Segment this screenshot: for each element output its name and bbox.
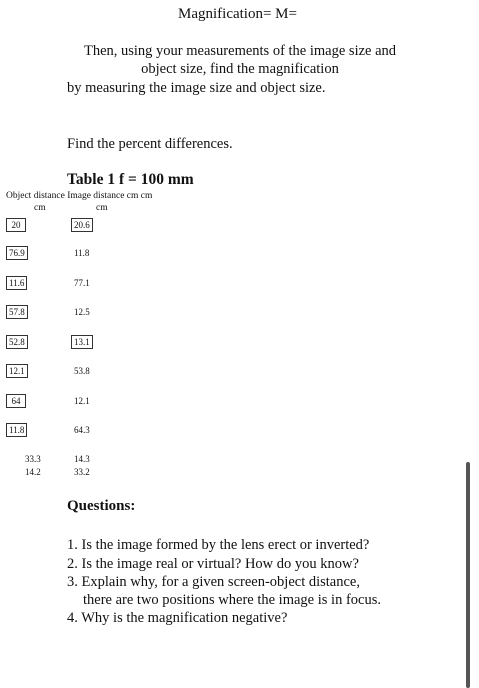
image-distance-cell: 53.8 xyxy=(74,366,90,376)
object-distance-cell: 33.3 xyxy=(25,454,41,464)
image-distance-cell: 33.2 xyxy=(74,467,90,477)
instruction-line-2: object size, find the magnification xyxy=(141,61,339,77)
image-distance-cell: 12.1 xyxy=(74,396,90,406)
image-distance-cell: 64.3 xyxy=(74,425,90,435)
object-distance-cell: 52.8 xyxy=(6,335,28,349)
image-distance-cell: 20.6 xyxy=(71,218,93,232)
vertical-scrollbar[interactable] xyxy=(466,462,470,688)
column-header-unit-object: cm xyxy=(34,203,46,213)
image-distance-cell: 11.8 xyxy=(74,248,90,258)
object-distance-cell: 14.2 xyxy=(25,467,41,477)
instruction-line-1: Then, using your measurements of the image size and xyxy=(83,43,397,59)
image-distance-cell: 77.1 xyxy=(74,278,90,288)
object-distance-cell: 12.1 xyxy=(6,364,28,378)
image-distance-cell: 12.5 xyxy=(74,307,90,317)
magnification-formula: Magnification= M= xyxy=(178,6,297,22)
table-title: Table 1 f = 100 mm xyxy=(67,171,194,188)
object-distance-cell: 76.9 xyxy=(6,246,28,260)
image-distance-cell: 13.1 xyxy=(71,335,93,349)
question-1: 1. Is the image formed by the lens erect or inverted? xyxy=(67,537,370,553)
column-header: Object distance Image distance cm cm xyxy=(6,191,153,201)
percent-difference-instruction: Find the percent differences. xyxy=(67,136,233,152)
question-3-continued: there are two positions where the image is in focus. xyxy=(83,592,381,608)
object-distance-cell: 20 xyxy=(6,218,26,232)
image-distance-cell: 14.3 xyxy=(74,454,90,464)
question-4: 4. Why is the magnification negative? xyxy=(67,610,288,626)
questions-title: Questions: xyxy=(67,498,136,514)
object-distance-cell: 57.8 xyxy=(6,305,28,319)
instruction-line-3: by measuring the image size and object size. xyxy=(67,80,326,96)
column-header-unit-image: cm xyxy=(96,203,108,213)
object-distance-cell: 11.8 xyxy=(6,423,27,437)
question-2: 2. Is the image real or virtual? How do you know? xyxy=(67,556,359,572)
question-3: 3. Explain why, for a given screen-object distance, xyxy=(67,574,360,590)
object-distance-cell: 64 xyxy=(6,394,26,408)
object-distance-cell: 11.6 xyxy=(6,276,27,290)
